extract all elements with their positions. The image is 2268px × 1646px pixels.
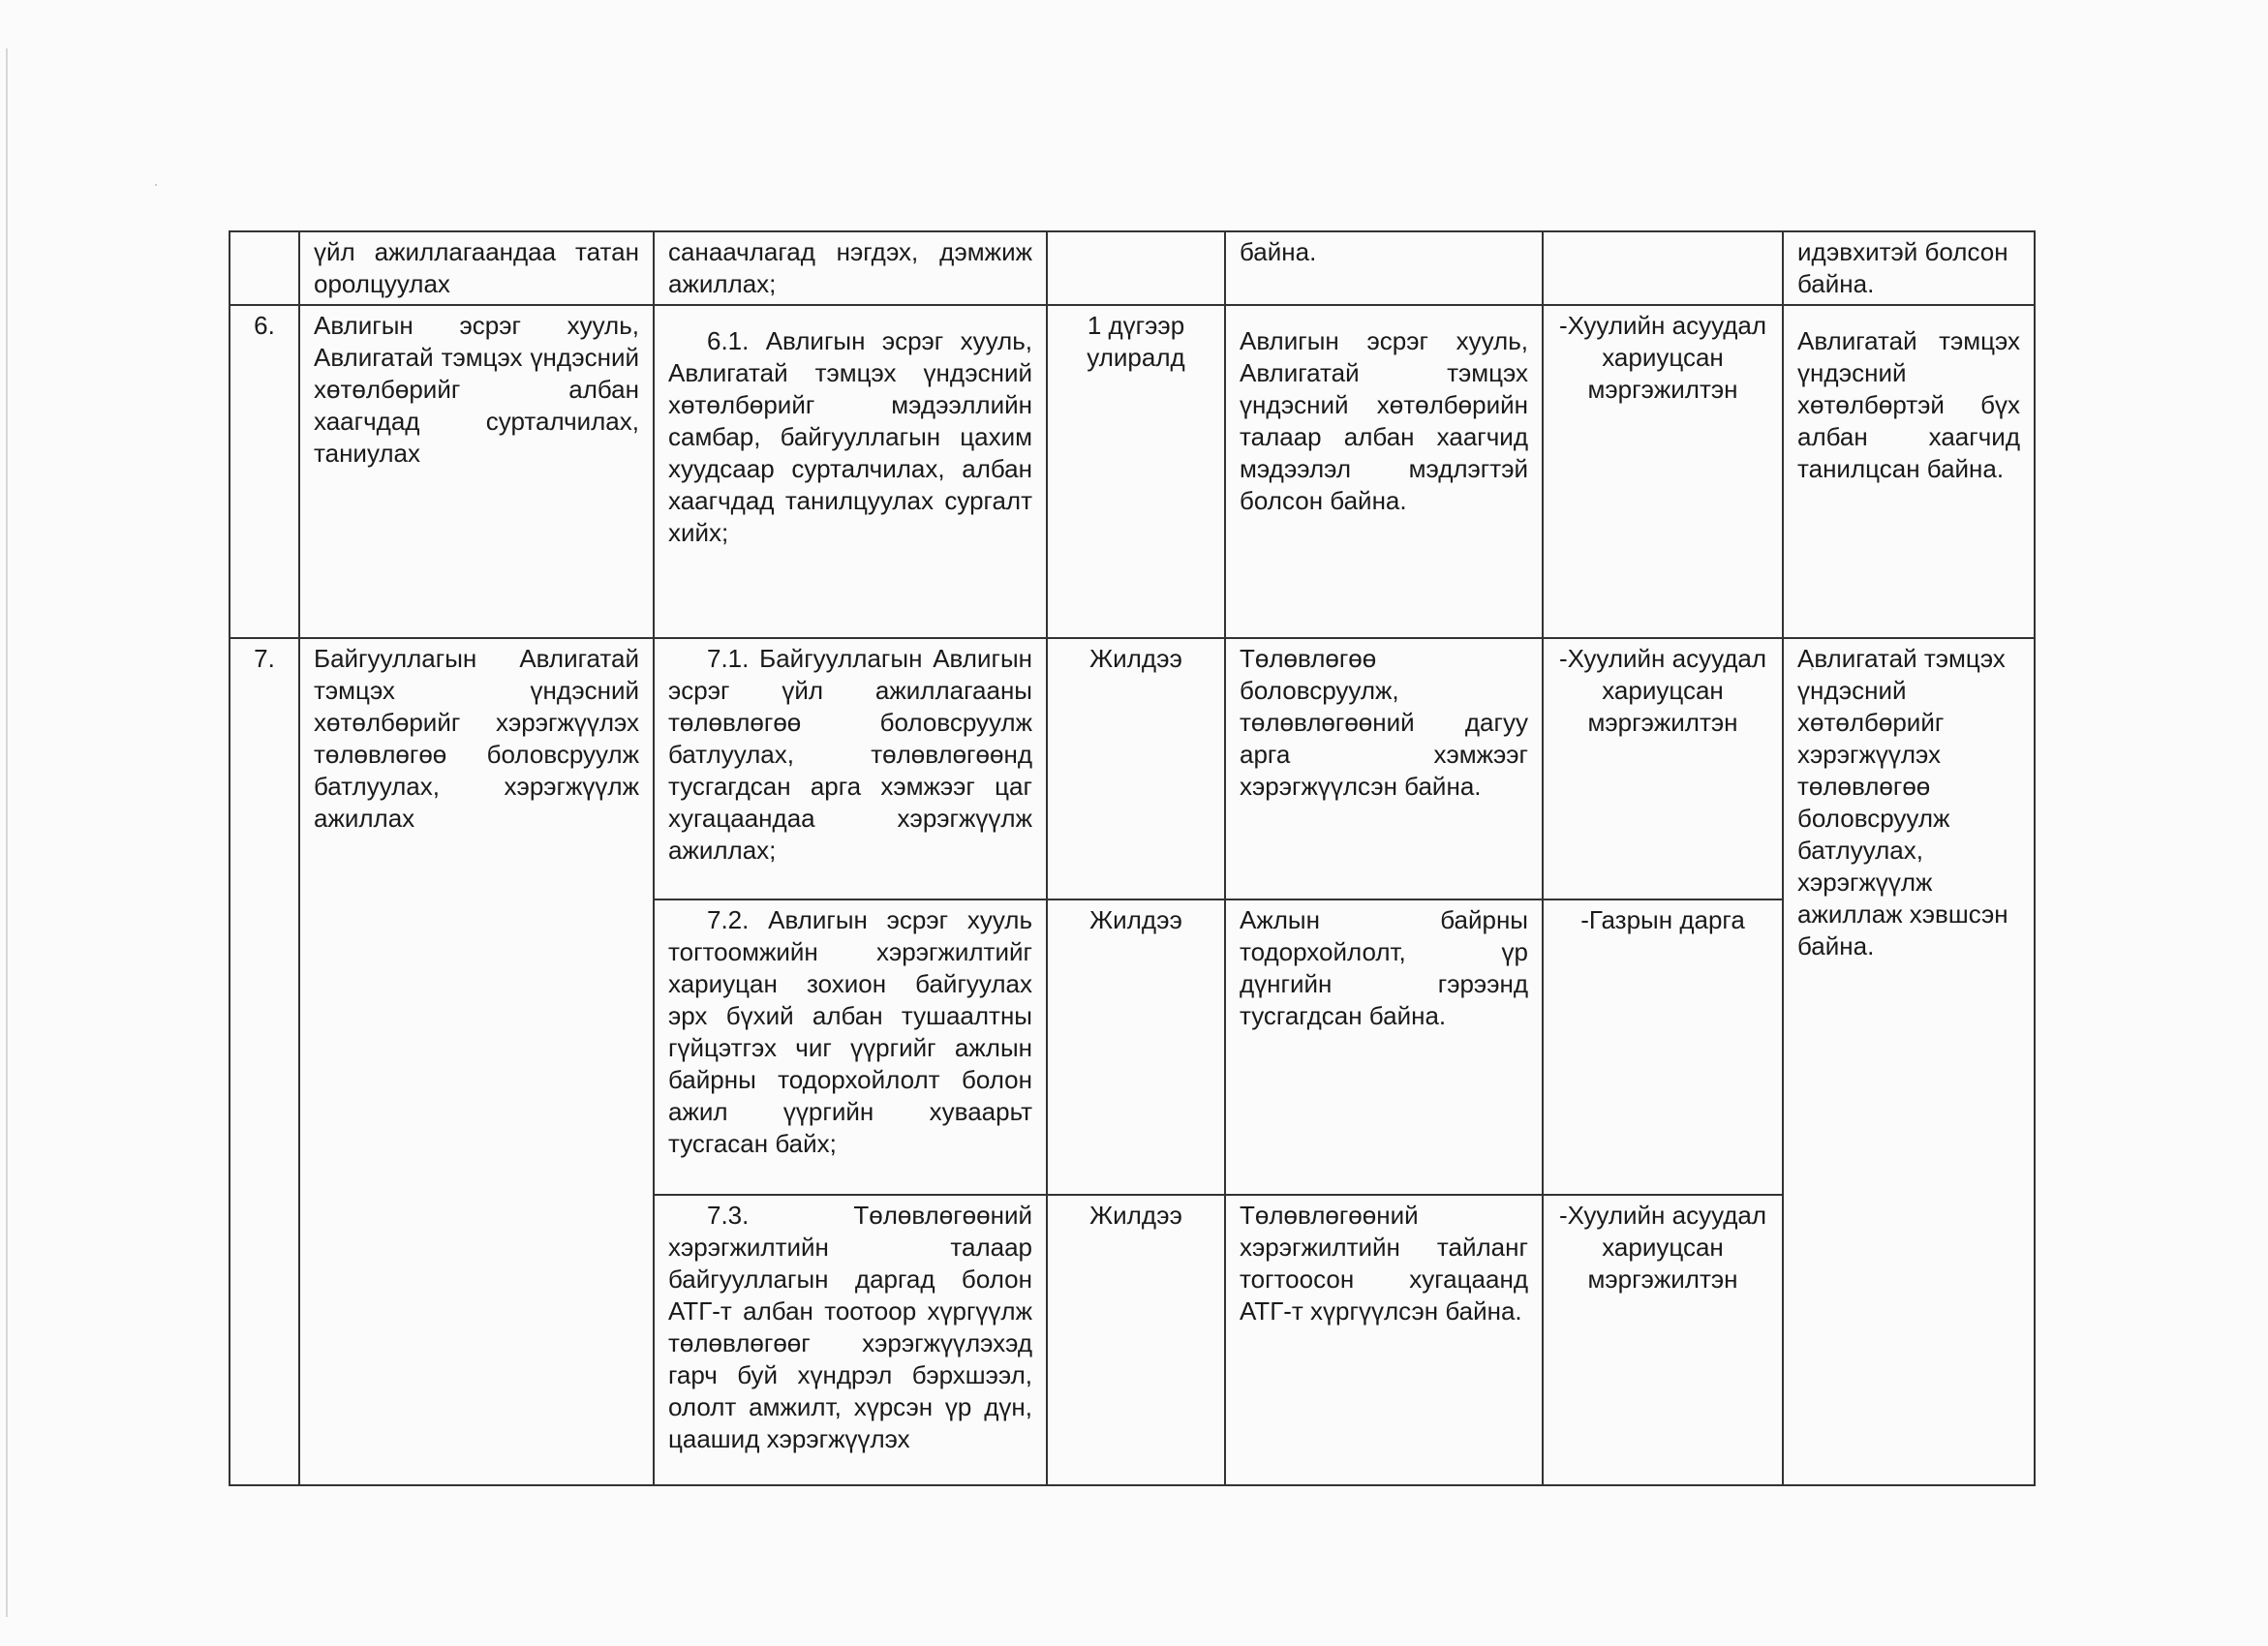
task-cell: 7.2. Авлигын эсрэг хууль тогтоомжийн хэрэгжилтийг хариуцан зохион байгуулах эрх бүхий албан тушаалтны гүйцэтгэх чиг үүргийг ажлын байрны тодорхойлолт болон ажил үүргийн хуваарьт тусгасан байх; [654, 899, 1047, 1195]
deadline-cell: 1 дүгээр улиралд [1047, 305, 1225, 638]
responsible-cell: -Газрын дарга [1543, 899, 1783, 1195]
responsible-cell: -Хуулийн асуудал хариуцсан мэргэжилтэн [1543, 305, 1783, 638]
responsible-cell: -Хуулийн асуудал хариуцсан мэргэжилтэн [1543, 638, 1783, 899]
outcome-cell: Авлигатай тэмцэх үндэсний хөтөлбөртэй бүх албан хаагчид танилцсан байна. [1783, 305, 2035, 638]
indicator-cell: Ажлын байрны тодорхойлолт, үр дүнгийн гэрээнд тусгагдсан байна. [1225, 899, 1543, 1195]
indicator-cell: Төлөвлөгөөний хэрэгжилтийн тайланг тогтоосон хугацаанд АТГ-т хүргүүлсэн байна. [1225, 1195, 1543, 1485]
indicator-cell: байна. [1225, 231, 1543, 305]
number-cell [230, 231, 299, 305]
responsible-cell [1543, 231, 1783, 305]
activity-cell: Авлигын эсрэг хууль, Авлигатай тэмцэх үндэсний хөтөлбөрийг албан хаагчдад сурталчилах, таниулах [299, 305, 654, 638]
table-row [230, 305, 2035, 638]
page-edge-shadow [6, 48, 8, 1617]
outcome-cell: Авлигатай тэмцэх үндэсний хөтөлбөрийг хэрэгжүүлэх төлөвлөгөө боловсруулж батлуулах, хэрэгжүүлж ажиллаж хэвшсэн байна. [1783, 638, 2035, 1485]
responsible-cell: -Хуулийн асуудал хариуцсан мэргэжилтэн [1543, 1195, 1783, 1485]
outcome-cell: идэвхитэй болсон байна. [1783, 231, 2035, 305]
scan-speck [155, 184, 157, 186]
indicator-cell: Авлигын эсрэг хууль, Авлигатай тэмцэх үндэсний хөтөлбөрийн талаар албан хаагчид мэдээлэл мэдлэгтэй болсон байна. [1225, 305, 1543, 638]
deadline-cell [1047, 231, 1225, 305]
row-number: 7. [230, 638, 299, 1485]
activity-cell: үйл ажиллагаандаа татан оролцуулах [299, 231, 654, 305]
deadline-cell: Жилдээ [1047, 899, 1225, 1195]
indicator-cell: Төлөвлөгөө боловсруулж, төлөвлөгөөний дагуу арга хэмжээг хэрэгжүүлсэн байна. [1225, 638, 1543, 899]
table-row [230, 638, 2035, 899]
task-cell: 6.1. Авлигын эсрэг хууль, Авлигатай тэмцэх үндэсний хөтөлбөрийг мэдээллийн самбар, байгууллагын цахим хуудсаар сурталчилах, албан хаагчдад танилцуулах сургалт хийх; [654, 305, 1047, 638]
activity-cell: Байгууллагын Авлигатай тэмцэх үндэсний хөтөлбөрийг хэрэгжүүлэх төлөвлөгөө боловсруулж батлуулах, хэрэгжүүлж ажиллах [299, 638, 654, 1485]
task-cell: 7.1. Байгууллагын Авлигын эсрэг үйл ажиллагааны төлөвлөгөө боловсруулж батлуулах, төлөвлөгөөнд тусгагдсан арга хэмжээг цаг хугацаандаа хэрэгжүүлж ажиллах; [654, 638, 1047, 899]
task-cell: 7.3. Төлөвлөгөөний хэрэгжилтийн талаар байгууллагын даргад болон АТГ-т албан тоотоор хүргүүлж төлөвлөгөөг хэрэгжүүлэхэд гарч буй хүндрэл бэрхшээл, ололт амжилт, хүрсэн үр дүн, цаашид хэрэгжүүлэх [654, 1195, 1047, 1485]
deadline-cell: Жилдээ [1047, 1195, 1225, 1485]
deadline-cell: Жилдээ [1047, 638, 1225, 899]
row-number: 6. [230, 305, 299, 638]
table-row [230, 231, 2035, 305]
task-cell: санаачлагад нэгдэх, дэмжиж ажиллах; [654, 231, 1047, 305]
action-plan-table [229, 230, 2036, 1486]
